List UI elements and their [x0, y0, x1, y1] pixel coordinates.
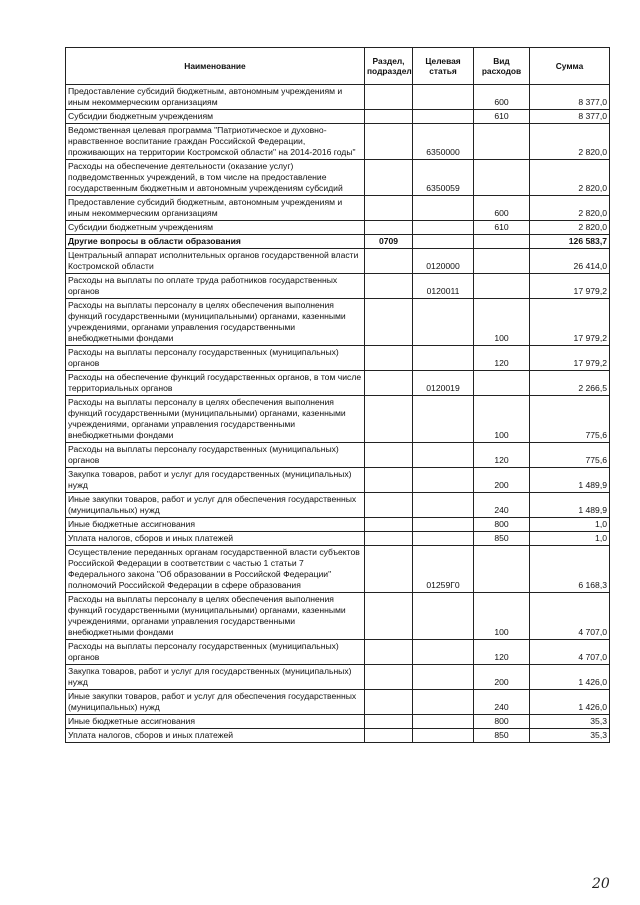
cell-name: Расходы на выплаты персоналу в целях обеспечения выполнения функций государственными (муниципальными) органами, казенными учреждениями, органами управления государственными внебюджетными фондами	[66, 593, 365, 640]
cell-kind	[474, 249, 530, 274]
cell-sum: 35,3	[530, 729, 610, 743]
cell-target	[413, 665, 474, 690]
cell-target: 0120000	[413, 249, 474, 274]
cell-section	[365, 493, 413, 518]
table-row	[66, 665, 610, 690]
cell-kind: 120	[474, 443, 530, 468]
cell-sum: 17 979,2	[530, 274, 610, 299]
cell-name: Расходы на выплаты по оплате труда работников государственных органов	[66, 274, 365, 299]
table-row	[66, 546, 610, 593]
cell-kind: 100	[474, 593, 530, 640]
cell-name: Осуществление переданных органам государственной власти субъектов Российской Федерации в соответствии с частью 1 статьи 7 Федерального закона "Об образовании в Российской Федерации" полномочий Российской Федерации в сфере образования	[66, 546, 365, 593]
cell-kind: 100	[474, 396, 530, 443]
table-row	[66, 160, 610, 196]
cell-target: 0120019	[413, 371, 474, 396]
header-kind: Вид расходов	[474, 48, 530, 85]
cell-name: Субсидии бюджетным учреждениям	[66, 221, 365, 235]
cell-kind: 120	[474, 346, 530, 371]
table-row	[66, 690, 610, 715]
cell-sum: 2 820,0	[530, 124, 610, 160]
cell-target	[413, 110, 474, 124]
table-row	[66, 371, 610, 396]
cell-section	[365, 532, 413, 546]
cell-section	[365, 468, 413, 493]
cell-kind: 200	[474, 665, 530, 690]
cell-target	[413, 468, 474, 493]
cell-sum: 2 820,0	[530, 196, 610, 221]
cell-target: 01259Г0	[413, 546, 474, 593]
cell-sum: 1 426,0	[530, 690, 610, 715]
cell-kind: 610	[474, 221, 530, 235]
table-row	[66, 274, 610, 299]
cell-kind: 610	[474, 110, 530, 124]
cell-target	[413, 518, 474, 532]
cell-sum: 1 426,0	[530, 665, 610, 690]
page-number: 20	[592, 876, 610, 892]
table-row	[66, 493, 610, 518]
table-row	[66, 532, 610, 546]
table-row	[66, 729, 610, 743]
cell-section	[365, 665, 413, 690]
cell-section	[365, 124, 413, 160]
cell-sum: 1 489,9	[530, 493, 610, 518]
cell-target	[413, 593, 474, 640]
cell-target: 0120011	[413, 274, 474, 299]
cell-kind	[474, 160, 530, 196]
header-section: Раздел, подраздел	[365, 48, 413, 85]
cell-name: Ведомственная целевая программа "Патриотическое и духовно-нравственное воспитание граждан Российской Федерации, проживающих на территории Костромской области" на 2014-2016 годы"	[66, 124, 365, 160]
cell-target	[413, 715, 474, 729]
cell-sum: 17 979,2	[530, 299, 610, 346]
cell-section	[365, 299, 413, 346]
cell-sum: 1,0	[530, 518, 610, 532]
cell-name: Центральный аппарат исполнительных органов государственной власти Костромской области	[66, 249, 365, 274]
cell-kind: 600	[474, 85, 530, 110]
table-row	[66, 85, 610, 110]
cell-section	[365, 160, 413, 196]
cell-section	[365, 346, 413, 371]
cell-section	[365, 640, 413, 665]
cell-name: Уплата налогов, сборов и иных платежей	[66, 729, 365, 743]
table-row	[66, 396, 610, 443]
table-row	[66, 715, 610, 729]
cell-section	[365, 221, 413, 235]
cell-sum: 2 820,0	[530, 221, 610, 235]
cell-kind	[474, 274, 530, 299]
cell-section	[365, 110, 413, 124]
cell-name: Расходы на выплаты персоналу государственных (муниципальных) органов	[66, 443, 365, 468]
cell-target	[413, 443, 474, 468]
cell-sum: 775,6	[530, 443, 610, 468]
cell-sum: 2 266,5	[530, 371, 610, 396]
cell-name: Расходы на выплаты персоналу государственных (муниципальных) органов	[66, 640, 365, 665]
table-row	[66, 593, 610, 640]
table-row	[66, 110, 610, 124]
cell-section	[365, 546, 413, 593]
cell-section	[365, 85, 413, 110]
cell-name: Расходы на обеспечение функций государственных органов, в том числе территориальных органов	[66, 371, 365, 396]
cell-target	[413, 196, 474, 221]
cell-target	[413, 640, 474, 665]
table-body	[66, 85, 610, 743]
cell-name: Иные бюджетные ассигнования	[66, 518, 365, 532]
cell-name: Расходы на выплаты персоналу в целях обеспечения выполнения функций государственными (муниципальными) органами, казенными учреждениями, органами управления государственными внебюджетными фондами	[66, 299, 365, 346]
cell-sum: 17 979,2	[530, 346, 610, 371]
cell-sum: 4 707,0	[530, 640, 610, 665]
cell-section	[365, 196, 413, 221]
header-target: Целевая статья	[413, 48, 474, 85]
cell-kind: 200	[474, 468, 530, 493]
cell-name: Предоставление субсидий бюджетным, автономным учреждениям и иным некоммерческим организациям	[66, 196, 365, 221]
cell-section	[365, 249, 413, 274]
table-header-row	[66, 48, 610, 85]
cell-sum: 35,3	[530, 715, 610, 729]
cell-target	[413, 221, 474, 235]
cell-target	[413, 690, 474, 715]
table-row	[66, 249, 610, 274]
header-name: Наименование	[66, 48, 365, 85]
cell-target	[413, 346, 474, 371]
cell-sum: 775,6	[530, 396, 610, 443]
budget-table	[65, 47, 610, 743]
table-row	[66, 196, 610, 221]
cell-target	[413, 532, 474, 546]
cell-section	[365, 371, 413, 396]
cell-name: Расходы на выплаты персоналу государственных (муниципальных) органов	[66, 346, 365, 371]
cell-kind: 600	[474, 196, 530, 221]
cell-target: 6350059	[413, 160, 474, 196]
cell-target	[413, 235, 474, 249]
cell-name: Расходы на выплаты персоналу в целях обеспечения выполнения функций государственными (муниципальными) органами, казенными учреждениями, органами управления государственными внебюджетными фондами	[66, 396, 365, 443]
header-sum: Сумма	[530, 48, 610, 85]
cell-kind	[474, 371, 530, 396]
table-row	[66, 124, 610, 160]
cell-name: Закупка товаров, работ и услуг для государственных (муниципальных) нужд	[66, 665, 365, 690]
cell-kind: 120	[474, 640, 530, 665]
cell-name: Предоставление субсидий бюджетным, автономным учреждениям и иным некоммерческим организациям	[66, 85, 365, 110]
table-row	[66, 346, 610, 371]
cell-sum: 1 489,9	[530, 468, 610, 493]
cell-sum: 2 820,0	[530, 160, 610, 196]
cell-target: 6350000	[413, 124, 474, 160]
table-row	[66, 518, 610, 532]
cell-target	[413, 85, 474, 110]
cell-sum: 1,0	[530, 532, 610, 546]
cell-target	[413, 396, 474, 443]
cell-kind: 800	[474, 715, 530, 729]
table-row	[66, 299, 610, 346]
cell-sum: 26 414,0	[530, 249, 610, 274]
cell-name: Субсидии бюджетным учреждениям	[66, 110, 365, 124]
cell-target	[413, 729, 474, 743]
cell-sum: 8 377,0	[530, 85, 610, 110]
cell-kind: 850	[474, 532, 530, 546]
cell-sum: 6 168,3	[530, 546, 610, 593]
cell-kind: 100	[474, 299, 530, 346]
cell-name: Иные закупки товаров, работ и услуг для обеспечения государственных (муниципальных) нужд	[66, 690, 365, 715]
cell-name: Расходы на обеспечение деятельности (оказание услуг) подведомственных учреждений, в том числе на предоставление государственным бюджетным и автономным учреждениям субсидий	[66, 160, 365, 196]
cell-section	[365, 443, 413, 468]
cell-section	[365, 274, 413, 299]
cell-name: Иные бюджетные ассигнования	[66, 715, 365, 729]
cell-name: Уплата налогов, сборов и иных платежей	[66, 532, 365, 546]
cell-name: Другие вопросы в области образования	[66, 235, 365, 249]
cell-sum: 8 377,0	[530, 110, 610, 124]
cell-name: Закупка товаров, работ и услуг для государственных (муниципальных) нужд	[66, 468, 365, 493]
cell-kind	[474, 124, 530, 160]
cell-kind	[474, 546, 530, 593]
cell-name: Иные закупки товаров, работ и услуг для обеспечения государственных (муниципальных) нужд	[66, 493, 365, 518]
cell-sum: 4 707,0	[530, 593, 610, 640]
cell-section	[365, 396, 413, 443]
cell-section	[365, 715, 413, 729]
cell-target	[413, 299, 474, 346]
cell-kind: 240	[474, 493, 530, 518]
table-row	[66, 221, 610, 235]
cell-kind: 850	[474, 729, 530, 743]
cell-kind: 800	[474, 518, 530, 532]
cell-section	[365, 593, 413, 640]
cell-kind: 240	[474, 690, 530, 715]
cell-section	[365, 690, 413, 715]
table-row	[66, 443, 610, 468]
cell-target	[413, 493, 474, 518]
table-row	[66, 640, 610, 665]
table-row	[66, 468, 610, 493]
cell-section	[365, 729, 413, 743]
cell-section: 0709	[365, 235, 413, 249]
cell-kind	[474, 235, 530, 249]
cell-sum: 126 583,7	[530, 235, 610, 249]
table-row	[66, 235, 610, 249]
cell-section	[365, 518, 413, 532]
